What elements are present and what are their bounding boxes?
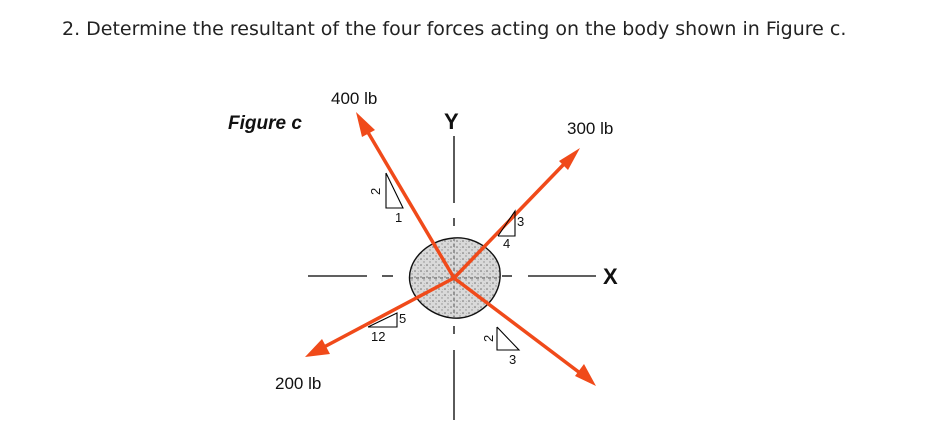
slope-300lb-run: 4 <box>503 236 511 251</box>
slope-200lb-run: 12 <box>371 329 386 344</box>
x-axis-label: X <box>603 264 618 289</box>
slope-200lb-rise: 5 <box>399 311 407 326</box>
problem-statement: 2. Determine the resultant of the four forces acting on the body shown in Figure c. <box>62 18 847 40</box>
slope-lower-right-rise: 2 <box>481 334 496 342</box>
slope-300lb-rise: 3 <box>517 214 525 229</box>
force-300lb <box>454 148 580 278</box>
force-200lb <box>305 278 454 357</box>
slope-triangle-300lb <box>498 211 515 236</box>
force-200lb-label: 200 lb <box>275 374 322 393</box>
force-400lb-label: 400 lb <box>331 89 378 108</box>
force-lower-right <box>454 278 596 386</box>
slope-400lb-run: 1 <box>395 210 403 225</box>
y-axis-label: Y <box>444 109 459 134</box>
figure-caption: Figure c <box>228 113 302 134</box>
slope-triangle-lower-right <box>497 327 519 350</box>
slope-400lb-rise: 2 <box>368 187 383 195</box>
force-300lb-label: 300 lb <box>567 119 614 138</box>
slope-lower-right-run: 3 <box>509 352 517 367</box>
